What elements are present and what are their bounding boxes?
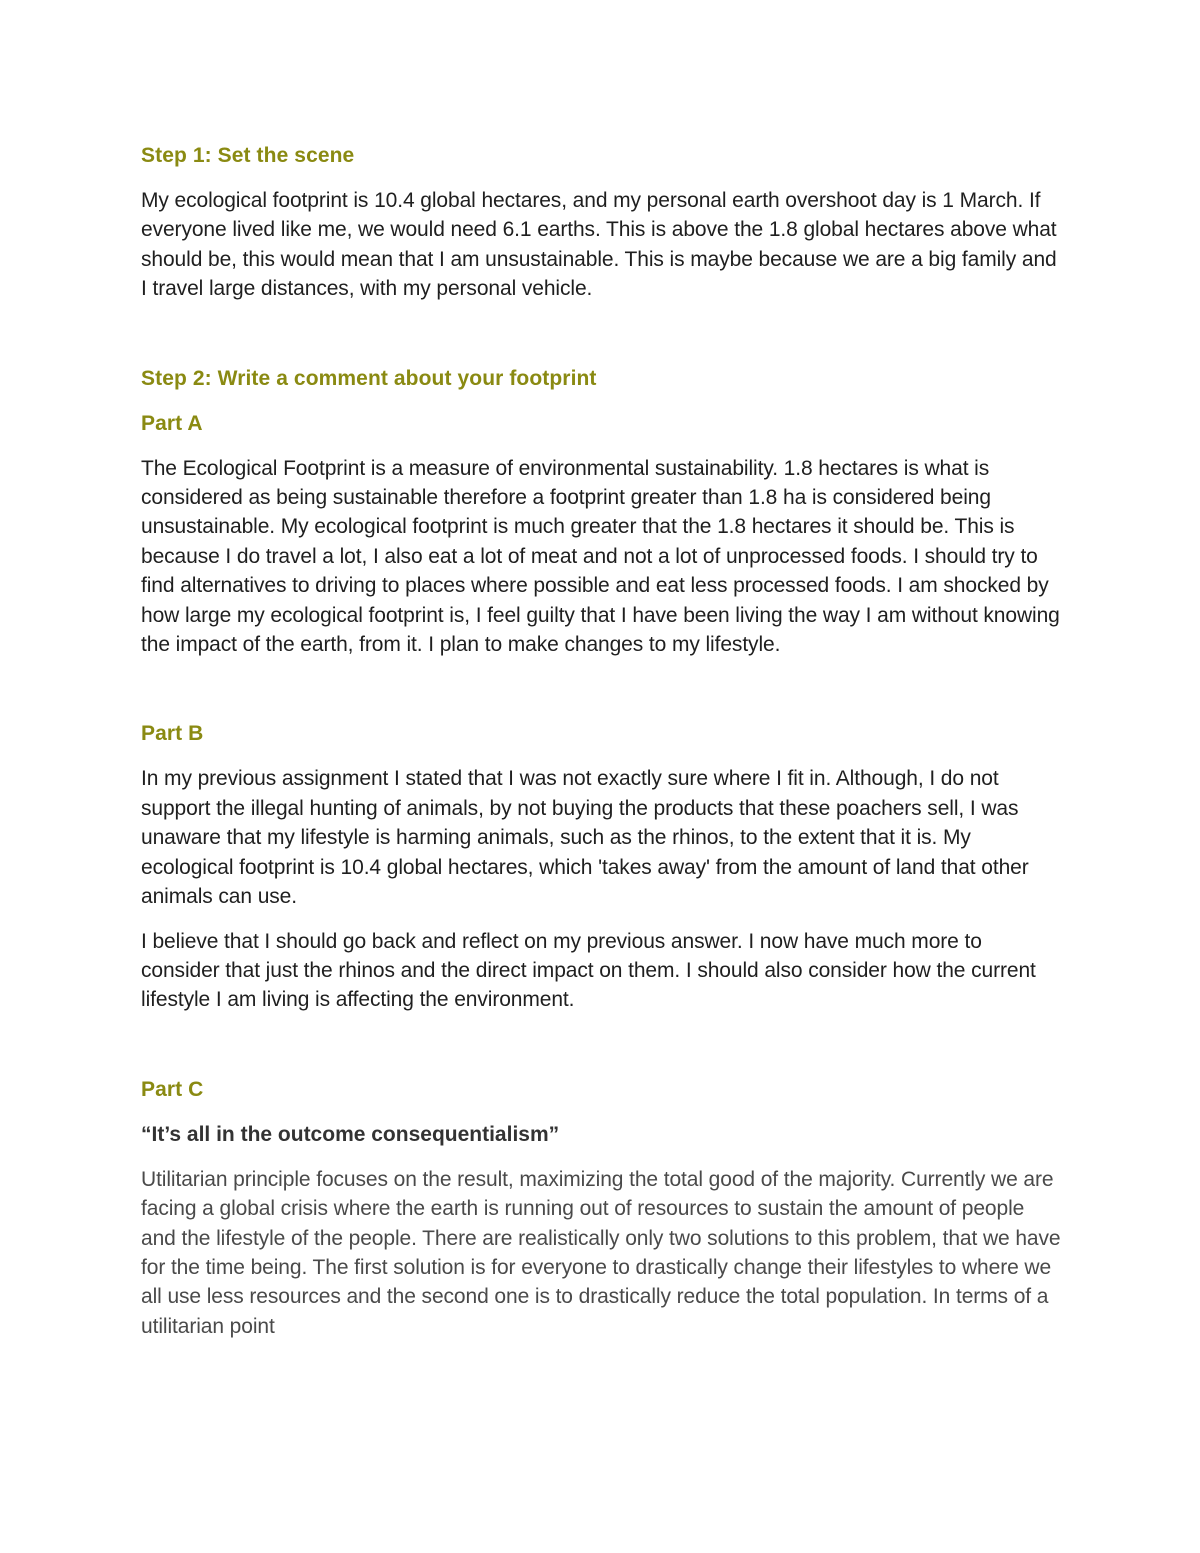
part-a-heading: Part A [141,411,203,435]
step1-heading: Step 1: Set the scene [141,144,355,167]
part-a-paragraph: The Ecological Footprint is a measure of environmental sustainability. 1.8 hectares is what is considered as being sustainable therefore a footprint greater than 1.8 ha is considered being unsustainable. My ecological footprint is much greater that the 1.8 hectares it should be. This is because I do travel a lot, I also eat a lot of meat and not a lot of unprocessed foods. I should try to find alternatives to driving to places where possible and eat less processed foods. I am shocked by how large my ecological footprint is, I feel guilty that I have been living the way I am without knowing the impact of the earth, from it. I plan to make changes to my lifestyle. [141,456,1060,657]
part-c-paragraph: Utilitarian principle focuses on the result, maximizing the total good of the majority. Currently we are facing a global crisis where the earth is running out of resources to sustain the amount of people and the lifestyle of the people. There are realistically only two solutions to this problem, that we have for the time being. The first solution is for everyone to drastically change their lifestyles to where we all use less resources and the second one is to drastically reduce the total population. In terms of a utilitarian point [141,1167,1061,1338]
step1-paragraph: My ecological footprint is 10.4 global hectares, and my personal earth overshoot day is 1 March. If everyone lived like me, we would need 6.1 earths. This is above the 1.8 global hectares above what should be, this would mean that I am unsustainable. This is maybe because we are a big family and I travel large distances, with my personal vehicle. [141,189,1057,301]
part-b-paragraph-1: In my previous assignment I stated that I was not exactly sure where I fit in. Although, I do not support the illegal hunting of animals, by not buying the products that these poachers sell, I was unaware that my lifestyle is harming animals, such as the rhinos, to the extent that it is. My ecological footprint is 10.4 global hectares, which 'takes away' from the amount of land that other animals can use. [141,767,1029,909]
document-page [141,141,1061,1341]
part-b-heading: Part B [141,722,204,746]
part-c-subheading: “It’s all in the outcome consequentialism” [141,1122,560,1146]
step2-heading: Step 2: Write a comment about your footprint [141,366,597,390]
part-c-heading: Part C [141,1077,204,1101]
part-b-paragraph-2: I believe that I should go back and reflect on my previous answer. I now have much more to consider that just the rhinos and the direct impact on them. I should also consider how the current lifestyle I am living is affecting the environment. [141,929,1036,1012]
